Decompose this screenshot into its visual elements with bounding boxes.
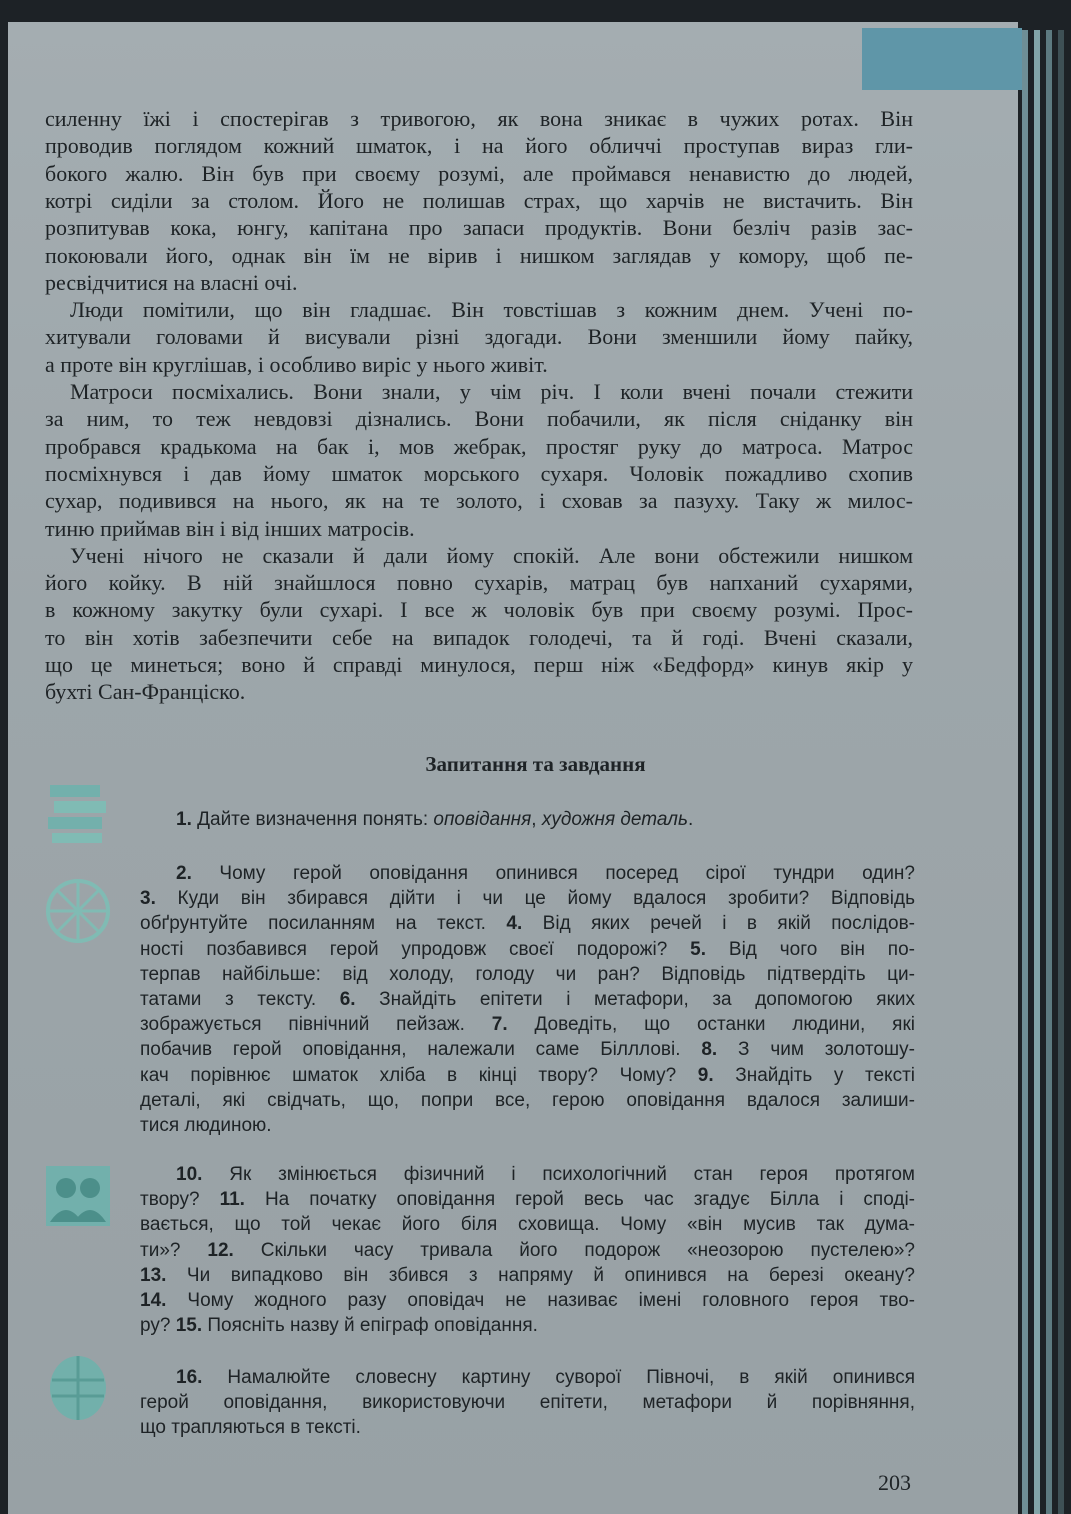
question-line: 2. Чому герой оповідання опинився посеред сірої тундри один? [176, 863, 915, 884]
question-line: ру? 15. Поясніть назву й епіграф оповідання. [140, 1315, 538, 1337]
question-number: 16. [176, 1367, 203, 1388]
story-line: тиню приймав він і від інших матросів. [45, 515, 415, 541]
story-line: ресвідчитися на власні очі. [45, 269, 298, 295]
people-icon [42, 1160, 114, 1232]
flower-icon [42, 875, 114, 947]
question-number: 3. [140, 888, 156, 910]
story-line: за ним, то теж невдовзі дізнались. Вони побачили, як після сніданку він [45, 406, 913, 432]
question-number: 4. [506, 913, 523, 935]
question-line: татами з тексту. 6. Знайдіть епітети і метафори, за допомогою яких [140, 989, 915, 1010]
question-line: 13. Чи випадково він збився з напряму й опинився на березі океану? [140, 1264, 915, 1286]
question-line: зображується північний пейзаж. 7. Доведіть, що останки людини, які [140, 1014, 915, 1036]
question-number: 2. [176, 863, 192, 884]
question-line: кач порівнює шматок хліба в кінці твору? Чому? 9. Знайдіть у тексті [140, 1064, 915, 1086]
question-line: герой оповідання, використовуючи епітети, метафори й порівняння, [140, 1392, 915, 1414]
story-line: бухті Сан-Франціско. [45, 679, 246, 705]
question-number: 5. [690, 938, 707, 960]
question-number: 1. [176, 809, 192, 830]
page-number: 203 [878, 1470, 911, 1495]
question-number: 15. [175, 1315, 203, 1337]
question-line: деталі, які свідчать, що, попри все, герою оповідання вдалося залиши- [140, 1089, 915, 1111]
question-line: побачив герой оповідання, належали саме Білллові. 8. З чим золотошу- [140, 1039, 916, 1061]
question-line: 10. Як змінюється фізичний і психологічний стан героя протягом [176, 1164, 915, 1185]
story-line: то він хотів забезпечити себе на випадок голодечі, та й годі. Вчені сказали, [45, 624, 913, 650]
question-line: твору? 11. На початку оповідання герой весь час згадує Білла і споді- [140, 1189, 916, 1211]
story-line: розпитував кока, юнгу, капітана про запаси продуктів. Вони безліч разів зас- [45, 215, 913, 241]
story-line: пробрався крадькома на бак і, мов жебрак, простяг руку до матроса. Матрос [45, 433, 913, 459]
books-icon [42, 775, 114, 847]
story-line: проводив поглядом кожний шматок, і на його обличчі проступав вираз гли- [45, 133, 913, 159]
page-corner-tab [862, 28, 1022, 90]
question-line: тися людиною. [140, 1115, 272, 1136]
story-line: в кожному закутку були сухарі. І все ж чоловік був при своєму розумі. Прос- [45, 597, 913, 623]
question-number: 7. [491, 1014, 508, 1036]
story-line: а проте він круглішав, і особливо виріс у нього живіт. [45, 351, 548, 377]
story-line: бокого жалю. Він був при своєму розумі, але проймався ненавистю до людей, [45, 160, 913, 186]
question-number: 13. [140, 1264, 167, 1286]
globe-icon [42, 1350, 114, 1422]
question-line: ності позбавився герой упродовж своєї подорожі? 5. Від чого він по- [140, 938, 915, 960]
question-line: що трапляються в тексті. [140, 1417, 361, 1439]
story-line: котрі сиділи за столом. Його не полишав страх, що харчів не вистачить. Він [45, 187, 913, 213]
question-line: вається, що той чекає його біля сховища. Чому «він мусив так дума- [140, 1214, 915, 1236]
question-line: терпав найбільше: від холоду, голоду чи ран? Відповідь підтвердіть ци- [140, 963, 915, 985]
story-line: сухар, подивився на нього, як на те золото, і сховав за пазуху. Таку ж милос- [45, 488, 913, 514]
story-line: покоювали його, однак він їм не вірив і нишком заглядав у комору, щоб пе- [45, 242, 913, 268]
story-line: силенну їжі і спостерігав з тривогою, як вона зникає в чужих ротах. Він [45, 106, 913, 131]
story-line: Учені нічого не сказали й дали йому спокій. Але вони обстежили нишком [70, 542, 913, 568]
question-line: 1. Дайте визначення понять: оповідання, художня деталь. [176, 809, 694, 830]
question-line: 16. Намалюйте словесну картину суворої Півночі, в якій опинився [176, 1367, 915, 1388]
question-number: 6. [339, 989, 356, 1010]
question-number: 11. [219, 1189, 245, 1211]
term: оповідання [433, 809, 532, 830]
story-line: Люди помітили, що він гладшає. Він товстішав з кожним днем. Учені по- [70, 297, 913, 323]
question-line: ти»? 12. Скільки часу тривала його подорож «неозорою пустелею»? [140, 1239, 916, 1261]
question-line: 3. Куди він збирався дійти і чи це йому вдалося зробити? Відповідь [140, 888, 915, 910]
story-line: посміхнувся і дав йому шматок морського сухаря. Чоловік пожадливо схопив [45, 460, 913, 486]
question-number: 10. [176, 1164, 203, 1185]
question-number: 8. [701, 1039, 718, 1061]
story-line: хитували головами й висували різні здогади. Вони зменшили йому пайку, [45, 324, 913, 350]
question-number: 14. [140, 1290, 167, 1311]
question-number: 9. [697, 1064, 714, 1086]
story-line: що це минеться; воно й справді минулося, перш ніж «Бедфорд» кинув якір у [45, 652, 913, 677]
story-line: Матроси посміхались. Вони знали, у чім річ. І коли вчені почали стежити [70, 379, 913, 404]
question-number: 12. [207, 1239, 234, 1261]
story-line: його койку. В ній знайшлося повно сухарів, матрац був напханий сухарями, [45, 570, 913, 596]
question-line: 14. Чому жодного разу оповідач не називає імені головного героя тво- [140, 1290, 915, 1311]
question-line: обґрунтуйте посиланням на текст. 4. Від яких речей і в якій послідов- [140, 913, 916, 935]
term: художня деталь [541, 809, 688, 830]
section-heading: Запитання та завдання [425, 752, 646, 776]
